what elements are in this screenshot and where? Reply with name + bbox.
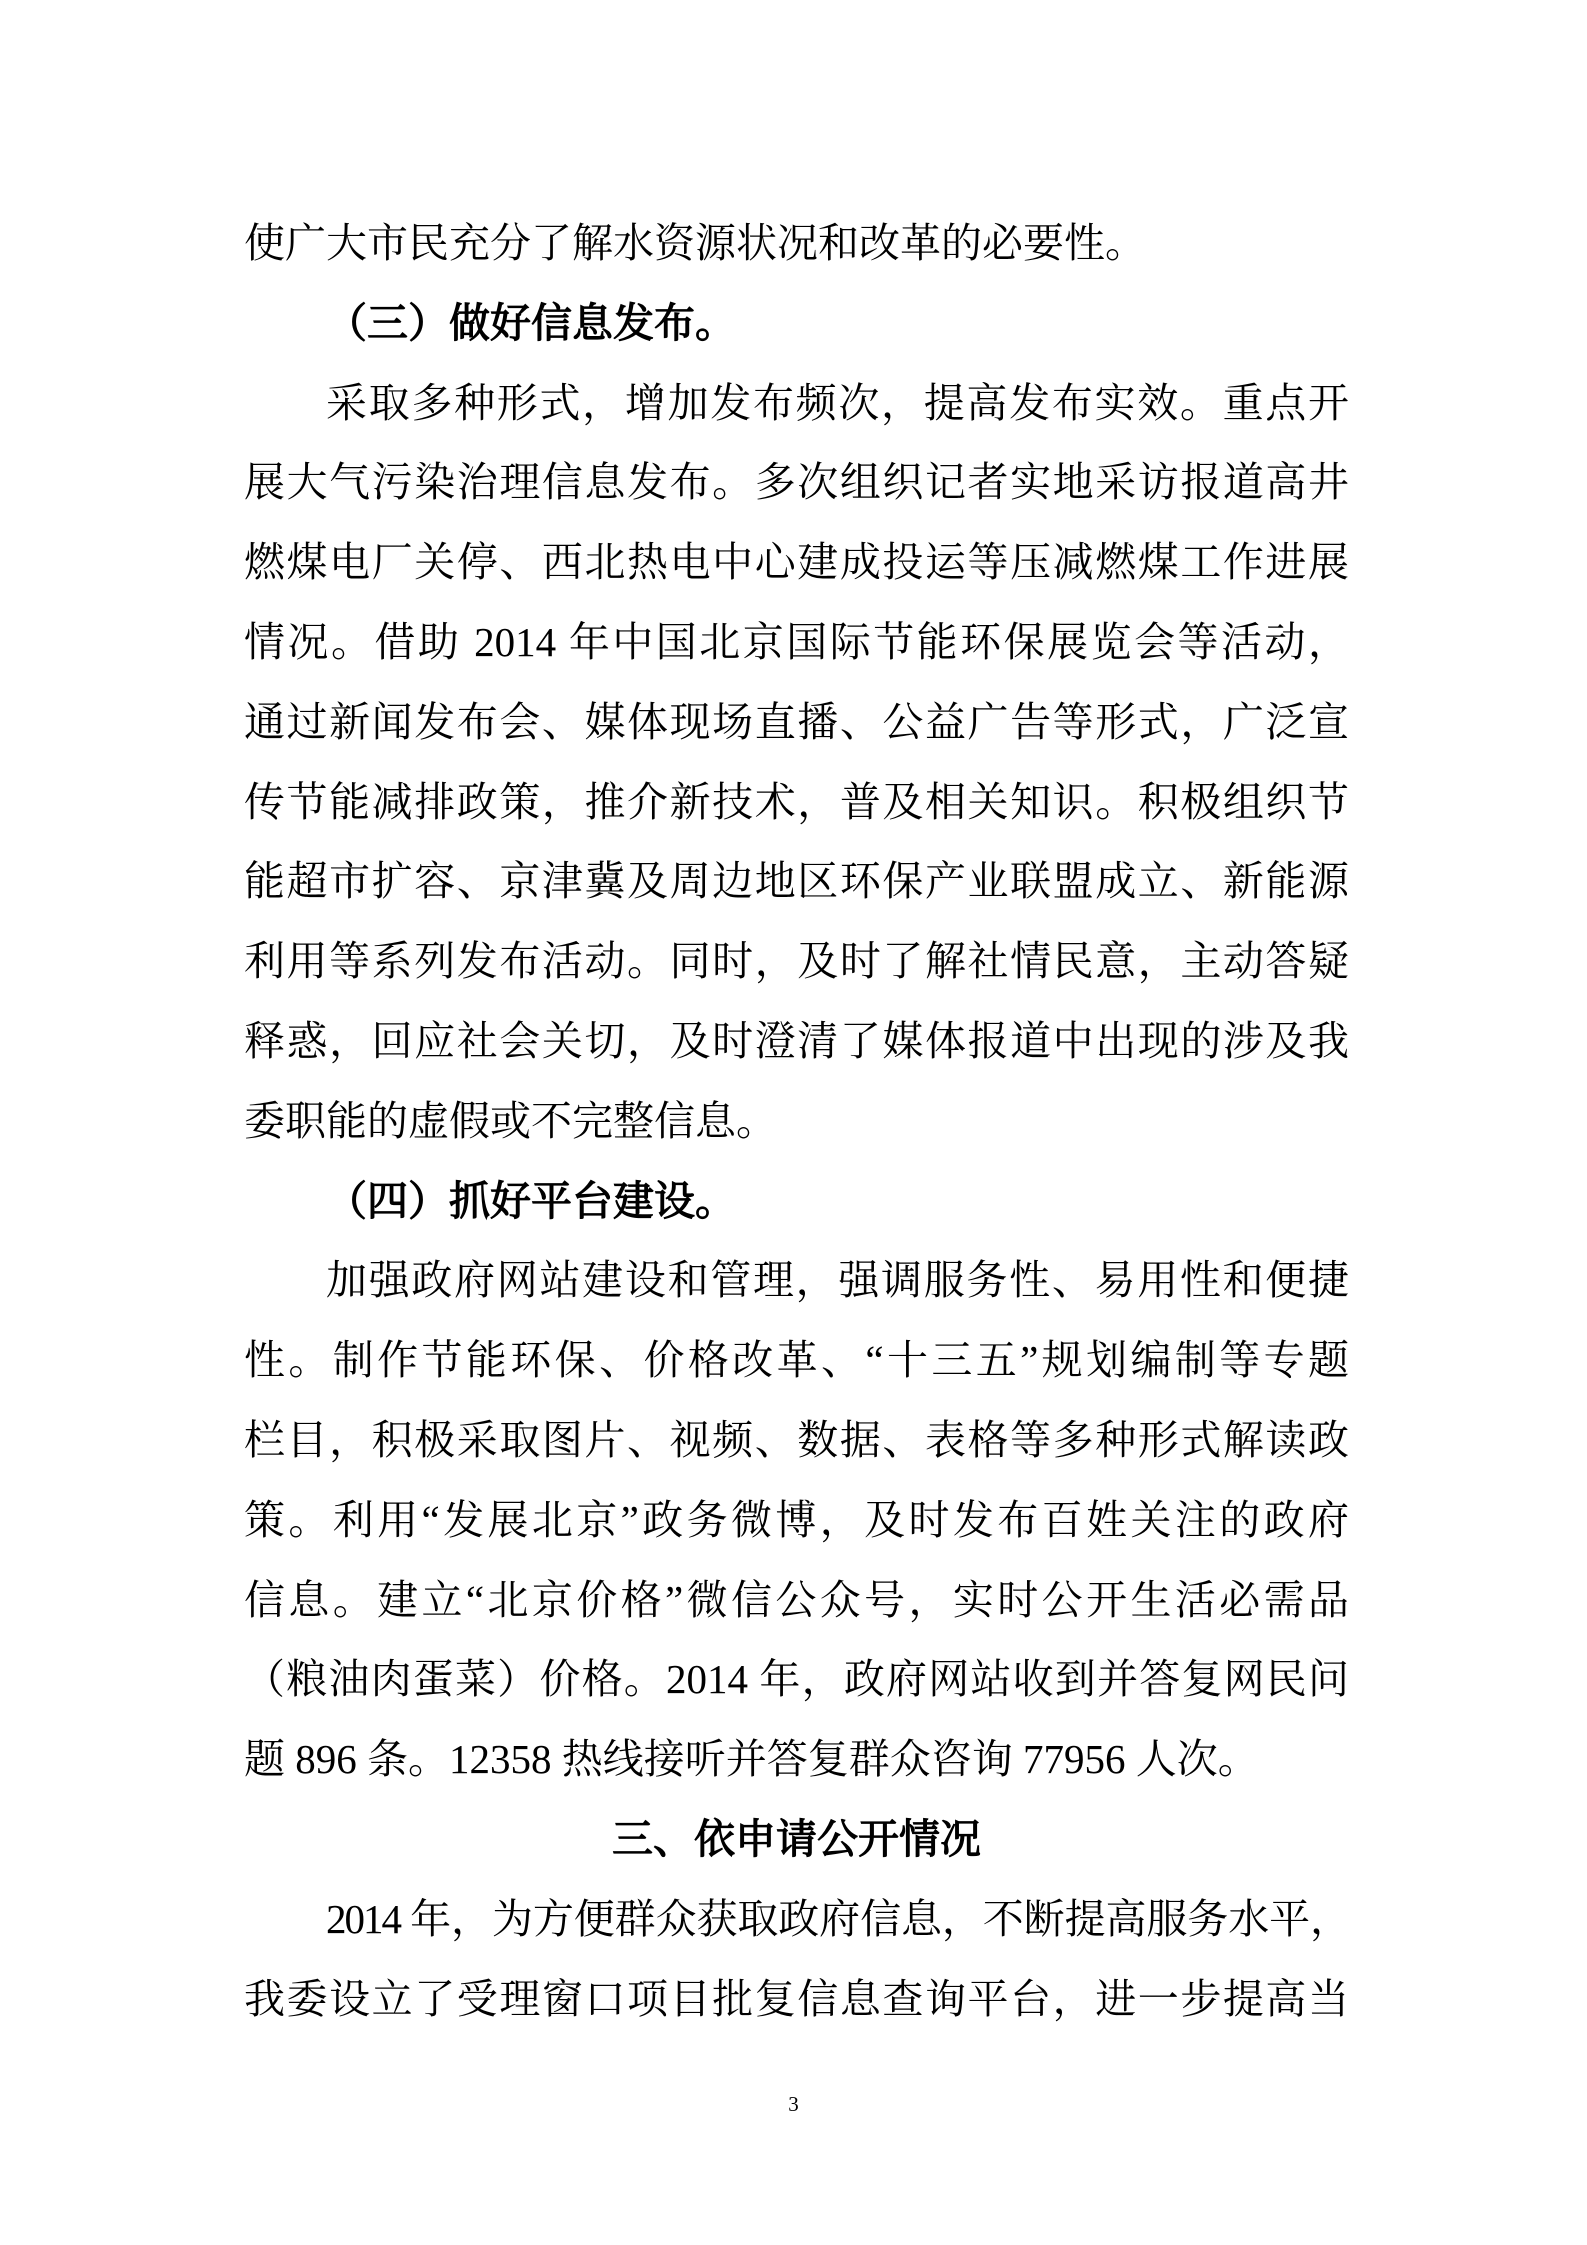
paragraph-line: 策。利用“发展北京”政务微博，及时发布百姓关注的政府 <box>244 1496 1349 1543</box>
chapter-heading: 三、依申请公开情况 <box>612 1814 981 1863</box>
page-body <box>244 204 1349 2039</box>
paragraph-line: 我委设立了受理窗口项目批复信息查询平台，进一步提高当 <box>244 1975 1349 2022</box>
paragraph-line: 展大气污染治理信息发布。多次组织记者实地采访报道高井 <box>244 459 1349 506</box>
paragraph-line: 通过新闻发布会、媒体现场直播、公益广告等形式，广泛宣 <box>244 698 1349 745</box>
paragraph-line: 使广大市民充分了解水资源状况和改革的必要性。 <box>244 220 1146 266</box>
paragraph-line: （粮油肉蛋菜）价格。2014 年，政府网站收到并答复网民问 <box>244 1656 1349 1703</box>
paragraph-line: 2014 年，为方便群众获取政府信息，不断提高服务水平， <box>326 1895 1349 1942</box>
paragraph-line: 释惑，回应社会关切，及时澄清了媒体报道中出现的涉及我 <box>244 1017 1349 1064</box>
paragraph-line: 燃煤电厂关停、西北热电中心建成投运等压减燃煤工作进展 <box>244 539 1349 586</box>
paragraph-line: 传节能减排政策，推介新技术，普及相关知识。积极组织节 <box>244 778 1349 825</box>
paragraph-line: 信息。建立“北京价格”微信公众号，实时公开生活必需品 <box>244 1576 1349 1623</box>
section-heading: （四）抓好平台建设。 <box>326 1176 736 1225</box>
paragraph-line: 题 896 条。12358 热线接听并答复群众咨询 77956 人次。 <box>244 1736 1259 1783</box>
paragraph-line: 利用等系列发布活动。同时，及时了解社情民意，主动答疑 <box>244 938 1349 985</box>
paragraph-line: 加强政府网站建设和管理，强调服务性、易用性和便捷 <box>326 1257 1349 1304</box>
paragraph-line: 情况。借助 2014 年中国北京国际节能环保展览会等活动， <box>244 618 1349 665</box>
section-heading: （三）做好信息发布。 <box>326 298 736 347</box>
paragraph-line: 委职能的虚假或不完整信息。 <box>244 1097 777 1144</box>
paragraph-line: 能超市扩容、京津冀及周边地区环保产业联盟成立、新能源 <box>244 858 1349 905</box>
paragraph-line: 栏目，积极采取图片、视频、数据、表格等多种形式解读政 <box>244 1416 1349 1463</box>
page-number: 3 <box>788 2092 799 2116</box>
paragraph-line: 采取多种形式，增加发布频次，提高发布实效。重点开 <box>326 379 1349 426</box>
paragraph-line: 性。制作节能环保、价格改革、“十三五”规划编制等专题 <box>244 1337 1349 1384</box>
